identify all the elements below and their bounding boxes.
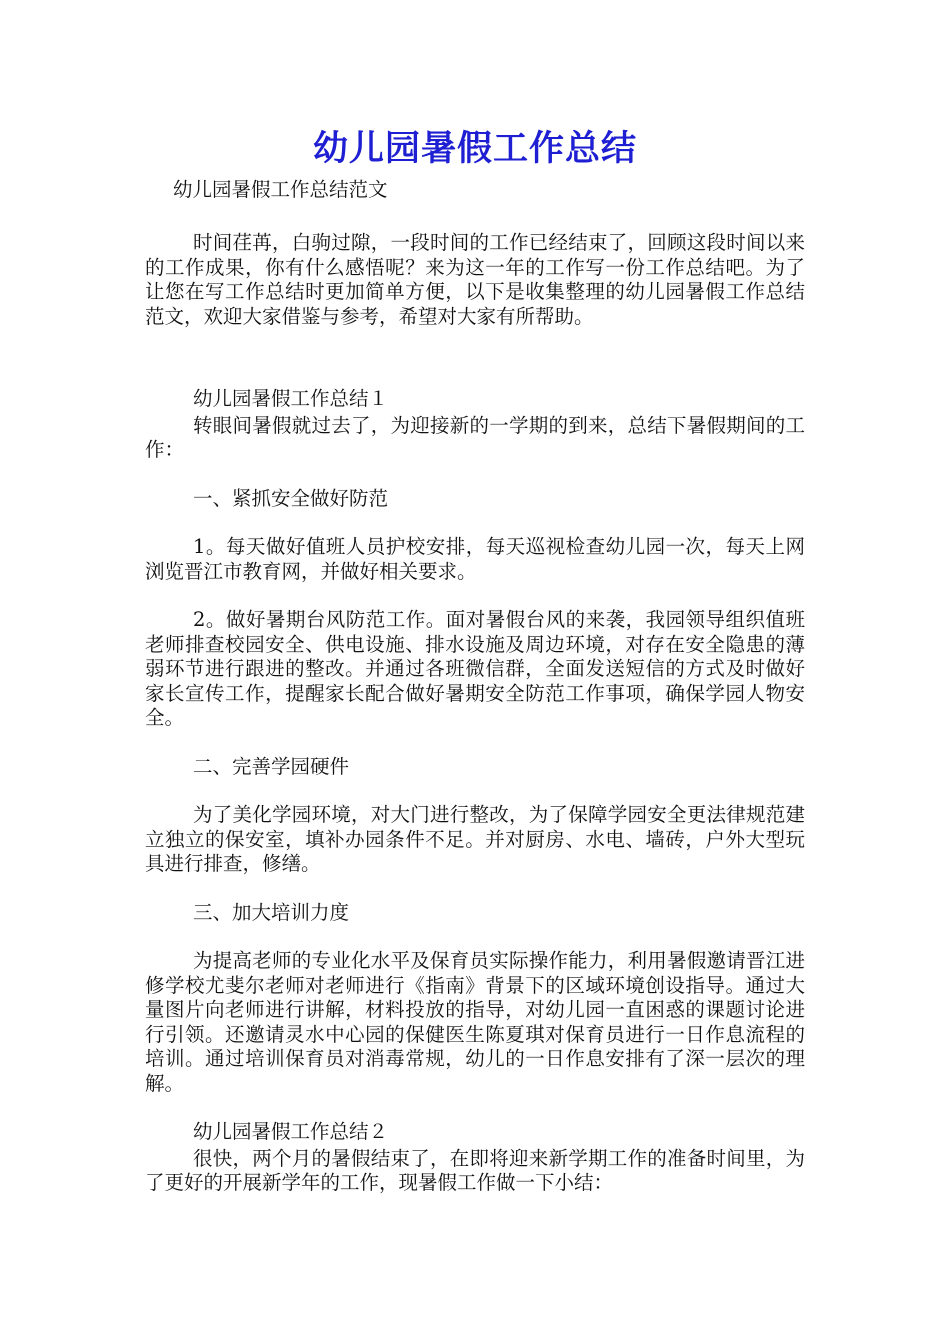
part2-body: 为了美化学园环境，对大门进行整改，为了保障学园安全更法律规范建立独立的保安室，填补办园条件不足。并对厨房、水电、墙砖，户外大型玩具进行排查，修缮。 bbox=[145, 803, 805, 875]
document-subtitle: 幼儿园暑假工作总结范文 bbox=[173, 178, 388, 201]
document-page bbox=[145, 125, 805, 1196]
section2-heading: 幼儿园暑假工作总结２ bbox=[193, 1120, 389, 1143]
part3-heading: 三、加大培训力度 bbox=[193, 900, 350, 924]
part1-item2: 2。做好暑期台风防范工作。面对暑假台风的来袭，我园领导组织值班老师排查校园安全、供电设施、排水设施及周边环境，对存在安全隐患的薄弱环节进行跟进的整改。并通过各班微信群，全面发送短信的方式及时做好家长宣传工作，提醒家长配合做好暑期安全防范工作事项，确保学园人物安全。 bbox=[145, 608, 805, 729]
part2-heading: 二、完善学园硬件 bbox=[193, 754, 350, 778]
document-title: 幼儿园暑假工作总结 bbox=[312, 129, 637, 169]
intro-paragraph: 时间荏苒，白驹过隙，一段时间的工作已经结束了，回顾这段时间以来的工作成果，你有什么感悟呢？来为这一年的工作写一份工作总结吧。为了让您在写工作总结时更加简单方便，以下是收集整理的幼儿园暑假工作总结范文，欢迎大家借鉴与参考，希望对大家有所帮助。 bbox=[145, 231, 805, 328]
section2-intro: 很快，两个月的暑假结束了，在即将迎来新学期工作的准备时间里，为了更好的开展新学年的工作，现暑假工作做一下小结： bbox=[145, 1146, 805, 1194]
part1-heading: 一、紧抓安全做好防范 bbox=[193, 486, 389, 510]
part1-item1: 1。每天做好值班人员护校安排，每天巡视检查幼儿园一次，每天上网浏览晋江市教育网，并做好相关要求。 bbox=[145, 535, 805, 583]
section1-intro: 转眼间暑假就过去了，为迎接新的一学期的到来，总结下暑假期间的工作： bbox=[145, 413, 805, 461]
part3-body: 为提高老师的专业化水平及保育员实际操作能力，利用暑假邀请晋江进修学校尤斐尔老师对老师进行《指南》背景下的区域环境创设指导。通过大量图片向老师进行讲解，材料投放的指导，对幼儿园一直困惑的课题讨论进行引领。还邀请灵水中心园的保健医生陈夏琪对保育员进行一日作息流程的培训。通过培训保育员对消毒常规，幼儿的一日作息安排有了深一层次的理解。 bbox=[145, 949, 805, 1095]
section1-heading: 幼儿园暑假工作总结１ bbox=[193, 387, 389, 410]
